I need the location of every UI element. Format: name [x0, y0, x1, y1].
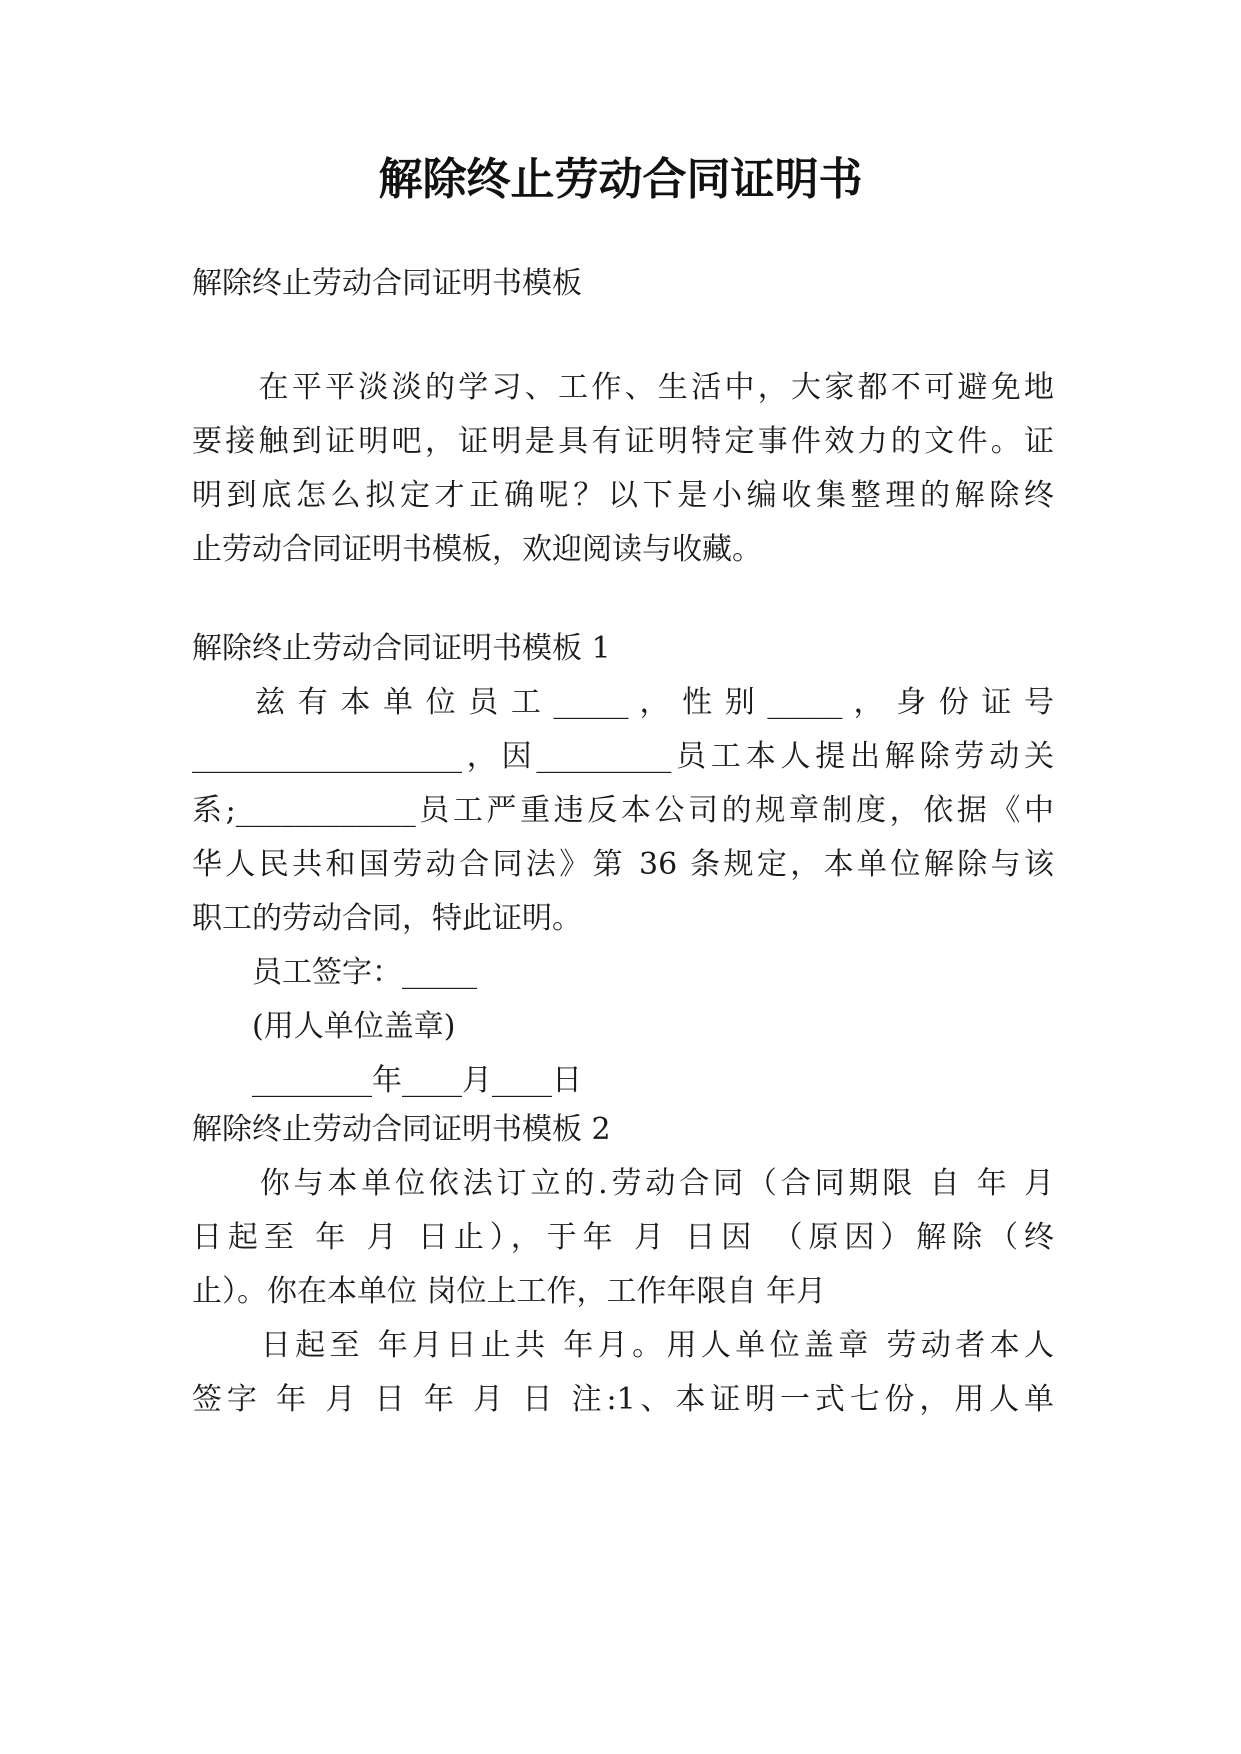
- template-2-heading: 解除终止劳动合同证明书模板 2: [192, 1112, 611, 1147]
- template-1-line-2: __________________，因_________员工本人提出解除劳动关: [192, 739, 1054, 774]
- template-2-line-1: 你与本单位依法订立的.劳动合同（合同期限 自 年 月: [192, 1166, 1054, 1201]
- template-2-line-2: 日起至 年 月 日止），于年 月 日因 （原因）解除（终: [192, 1220, 1054, 1255]
- template-1-line-4: 华人民共和国劳动合同法》第 36 条规定，本单位解除与该: [192, 847, 1054, 882]
- intro-line-4: 止劳动合同证明书模板，欢迎阅读与收藏。: [192, 532, 762, 567]
- intro-line-2: 要接触到证明吧，证明是具有证明特定事件效力的文件。证: [192, 424, 1054, 459]
- template-1-line-5: 职工的劳动合同，特此证明。: [192, 901, 582, 936]
- intro-line-1: 在平平淡淡的学习、工作、生活中，大家都不可避免地: [192, 370, 1054, 405]
- date-line: ________年____月____日: [192, 1063, 582, 1098]
- company-seal-line: (用人单位盖章): [192, 1009, 456, 1044]
- template-1-heading: 解除终止劳动合同证明书模板 1: [192, 631, 611, 666]
- document-title: 解除终止劳动合同证明书: [378, 154, 863, 205]
- intro-line-3: 明到底怎么拟定才正确呢？以下是小编收集整理的解除终: [192, 478, 1054, 513]
- template-2-line-3: 止）。你在本单位 岗位上工作，工作年限自 年月: [192, 1274, 827, 1309]
- template-2-line-4: 日起至 年月日止共 年月。用人单位盖章 劳动者本人: [192, 1328, 1054, 1363]
- employee-signature-line: 员工签字：_____: [192, 955, 477, 990]
- template-1-line-3: 系;____________员工严重违反本公司的规章制度，依据《中: [192, 793, 1054, 828]
- template-1-line-1: 兹 有 本 单 位 员 工 _____ ， 性 别 _____ ， 身 份 证 号: [192, 685, 1054, 720]
- document-subtitle: 解除终止劳动合同证明书模板: [192, 266, 582, 301]
- template-2-line-5: 签字 年 月 日 年 月 日 注:1、本证明一式七份，用人单: [192, 1382, 1054, 1417]
